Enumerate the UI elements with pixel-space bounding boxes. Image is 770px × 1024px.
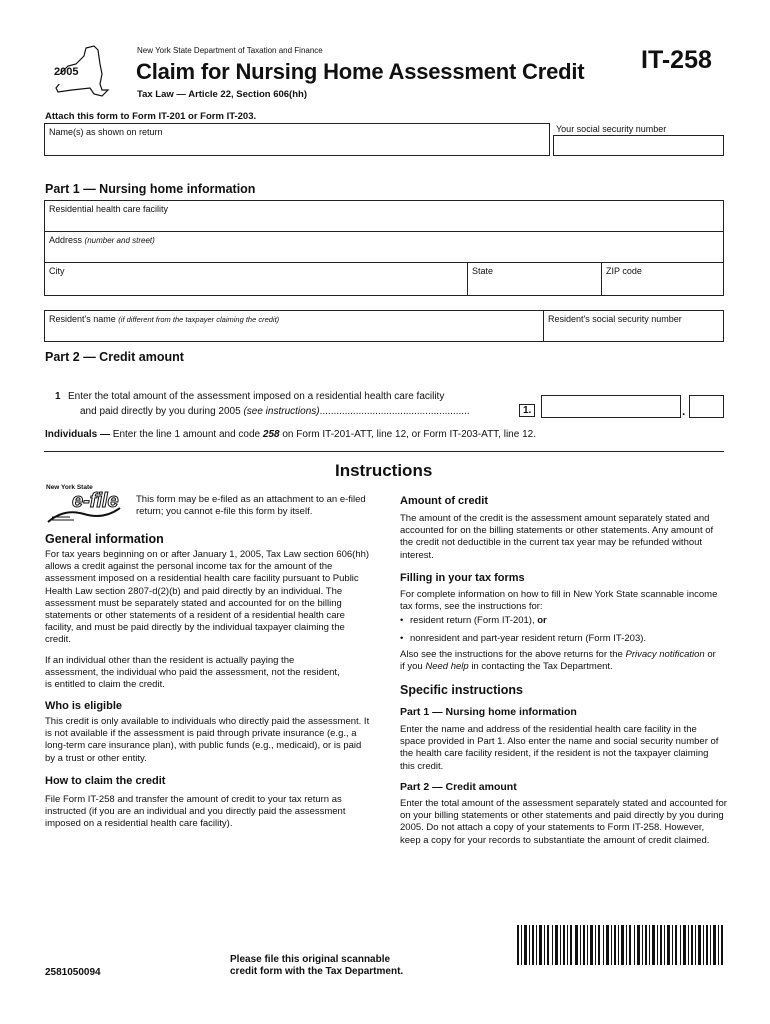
eligible-p: This credit is only available to individuals who directly paid the assessment. It is not available if the assessment is paid through private insurance (e.g., a long-term care insurance plan), with public funds (e.g., medicaid), or is paid by a trust or other entity. [45, 716, 370, 764]
resident-ssn-field-box[interactable] [543, 310, 724, 342]
sp1-heading: Part 1 — Nursing home information [400, 706, 577, 718]
filling-p: For complete information on how to fill in New York State scannable income tax forms, see the instructions for: [400, 589, 718, 613]
file-note-line1: Please file this original scannable [230, 954, 391, 965]
address-hint: (number and street) [84, 236, 155, 245]
line1-cents-input[interactable] [689, 395, 724, 418]
also-see-paragraph [400, 649, 722, 673]
also-c: in contacting the Tax Department. [471, 661, 613, 673]
names-label: Name(s) as shown on return [49, 127, 163, 137]
section-divider [44, 451, 724, 452]
efile-logo-main: e-file [72, 490, 119, 512]
address-field-box[interactable] [44, 231, 724, 263]
part2-heading: Part 2 — Credit amount [45, 350, 184, 364]
individuals-text-b: on Form IT-201-ATT, line 12, or Form IT-203-ATT, line 12. [282, 429, 536, 440]
form-title: Claim for Nursing Home Assessment Credit [136, 59, 585, 84]
names-field-box[interactable] [44, 123, 550, 156]
line1-leader-dots: ...................................................... [319, 406, 470, 417]
tax-law-reference: Tax Law — Article 22, Section 606(hh) [137, 89, 307, 100]
line1-text-b [80, 406, 470, 417]
line1-number: 1 [55, 391, 61, 402]
bullet1-or: or [537, 615, 547, 626]
resident-name-field-box[interactable] [44, 310, 544, 342]
department-name: New York State Department of Taxation and Finance [137, 46, 323, 55]
ssn-input-box[interactable] [553, 135, 724, 156]
also-a: Also see the instructions for the above returns for the [400, 649, 623, 660]
state-label: State [472, 266, 494, 276]
attach-instruction: Attach this form to Form IT-201 or Form IT-203. [45, 111, 257, 122]
decimal-point: . [682, 404, 686, 418]
efile-swoosh-icon [44, 504, 124, 524]
amount-heading: Amount of credit [400, 495, 488, 507]
line1-box-label: 1. [519, 404, 535, 417]
specific-heading: Specific instructions [400, 683, 523, 697]
filling-heading: Filling in your tax forms [400, 572, 525, 584]
claim-heading: How to claim the credit [45, 775, 166, 787]
line1-text-b-main: and paid directly by you during 2005 [80, 406, 241, 417]
barcode [517, 925, 724, 965]
facility-field-box[interactable] [44, 200, 724, 232]
line1-text-a: Enter the total amount of the assessment imposed on a residential health care facility [68, 391, 445, 402]
claim-p: File Form IT-258 and transfer the amount of credit to your tax return as instructed (if you are an individual and you directly paid the assessment imposed on a residential health care facility). [45, 794, 346, 830]
individuals-instruction [45, 429, 536, 440]
resident-name-label-text: Resident's name [49, 314, 116, 324]
sp2-heading: Part 2 — Credit amount [400, 781, 517, 793]
instructions-heading: Instructions [335, 461, 433, 480]
file-note-line2: credit form with the Tax Department. [230, 966, 404, 977]
also-b: or if you [400, 649, 716, 673]
amount-p: The amount of the credit is the assessment amount separately stated and accounted for on the billing statements or other statements. Any amount of the credit not deductible in the current tax year may be refunded without interest. [400, 513, 714, 561]
resident-name-hint: (if different from the taxpayer claiming the credit) [118, 315, 280, 324]
individuals-label: Individuals — [45, 429, 111, 440]
individuals-text-a: Enter the line 1 amount and code [112, 429, 261, 440]
general-p1: For tax years beginning on or after January 1, 2005, Tax Law section 606(hh) allows a credit against the personal income tax for the amount of the assessment imposed on a residential health care facility pursuant to Public Health Law section 2807-d(2)(b) and paid directly by an individual. The assessment must be separately stated and accounted for on the billing statements or other statements of a resident of a residential health care facility, and must be paid directly by the individual taxpayer claiming the credit. [45, 549, 370, 646]
zip-field-box[interactable] [601, 262, 724, 296]
sp2-p: Enter the total amount of the assessment separately stated and accounted for on your billing statements or other statements and paid directly by you during 2005. Do not attach a copy of your statements to Form IT-258. However, keep a copy for your records to substantiate the amount of credit claimed. [400, 798, 727, 846]
ssn-label: Your social security number [556, 124, 667, 134]
resident-name-label [49, 314, 279, 324]
line1-dollars-input[interactable] [541, 395, 681, 418]
also-privacy: Privacy notification [625, 649, 705, 660]
address-label [49, 235, 155, 245]
eligible-heading: Who is eligible [45, 700, 123, 712]
form-number: IT-258 [641, 46, 712, 74]
address-label-text: Address [49, 235, 83, 245]
efile-logo [44, 484, 124, 524]
state-field-box[interactable] [467, 262, 602, 296]
efile-note: This form may be e-filed as an attachment to an e-filed return; you cannot e-file this form by itself. [136, 494, 366, 517]
zip-label: ZIP code [606, 266, 642, 276]
bullet1-text: resident return (Form IT-201), [410, 615, 535, 626]
form-year: 2005 [54, 66, 79, 78]
line1-hint: (see instructions) [243, 406, 320, 417]
scan-code: 2581050094 [45, 967, 101, 978]
efile-logo-top: New York State [46, 484, 93, 491]
city-field-box[interactable] [44, 262, 468, 296]
general-p2: If an individual other than the resident is actually paying the assessment, the individual who paid the assessment, not the resident, is entitled to claim the credit. [45, 655, 340, 691]
bullet-it203: • nonresident and part-year resident return (Form IT-203). [400, 633, 647, 644]
resident-ssn-label: Resident's social security number [548, 314, 682, 324]
general-heading: General information [45, 532, 164, 546]
city-label: City [49, 266, 65, 276]
sp1-p: Enter the name and address of the residential health care facility in the space provided in Part 1. Also enter the name and social security number of the health care facility resident, if the resident is not the taxpayer claiming this credit. [400, 724, 719, 772]
bullet2-text: nonresident and part-year resident return (Form IT-203). [410, 633, 647, 644]
facility-label: Residential health care facility [49, 204, 169, 214]
bullet-it201: • resident return (Form IT-201), or [400, 615, 547, 626]
also-help: Need help [425, 661, 469, 673]
part1-heading: Part 1 — Nursing home information [45, 182, 256, 196]
individuals-code: 258 [262, 429, 280, 440]
